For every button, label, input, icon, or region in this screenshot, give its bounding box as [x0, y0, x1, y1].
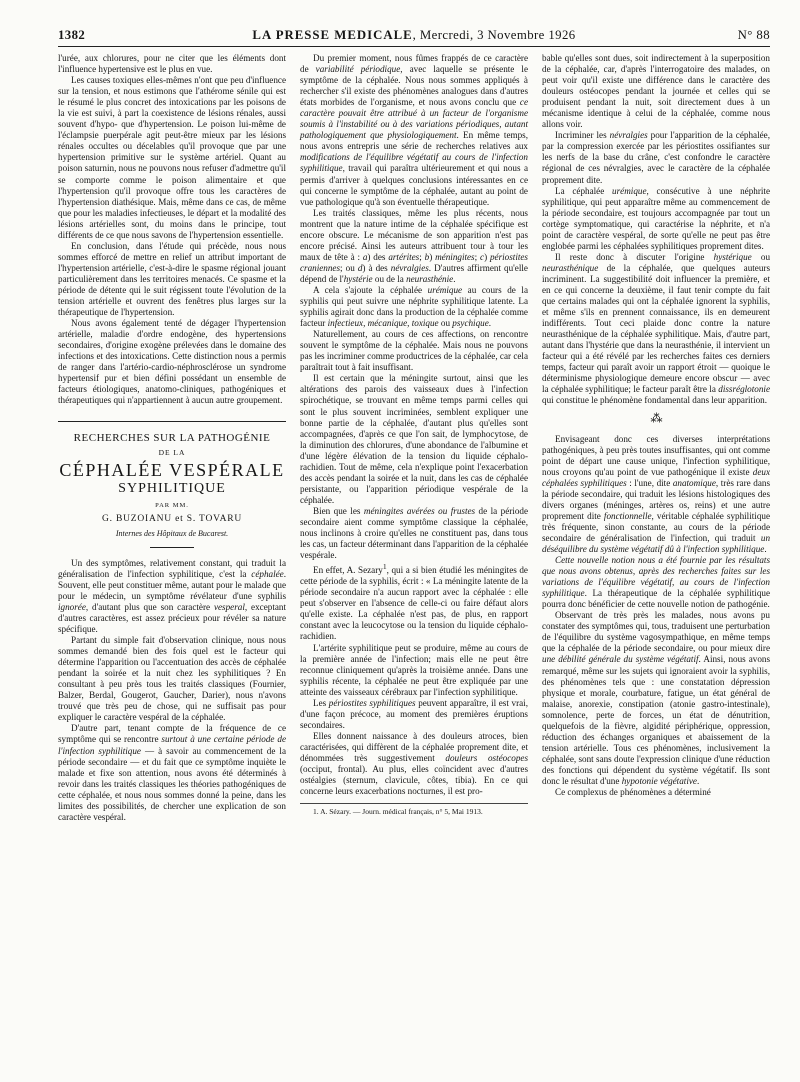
journal-name: LA PRESSE MEDICALE [252, 28, 413, 42]
paragraph: Du premier moment, nous fûmes frappés de ce caractère de variabilité périodique, avec laquelle se présente le symptôme de la céphalée. Nous nous sommes appliqués à rechercher s'il existe des phénomènes analogues dans d'autres états morbides de l'organisme, et nous avons conclu que ce caractère pouvait être attribué à un facteur de l'organisme soumis à l'instabilité ou à des variations périodiques, autant pathologiquement que physiologiquement. En même temps, nous avons entrepris une série de recherches relatives aux modifications de l'équilibre végétatif au cours de l'infection syphilitique, travail qui paraîtra ultérieurement et qui nous a permis d'arriver à quelques conclusions intéressantes en ce qui concerne le symptôme de la céphalée, autant au point de vue pathologique qu'à son éventuelle thérapeutique. [300, 53, 528, 207]
paragraph: En conclusion, dans l'étude qui précède, nous nous sommes efforcé de mettre en relief un attribut important de l'hypertension artérielle, c'est-à-dire le spasme régional jouant particulièrement dans les territoires menacés. Ce spasme et la période de détente qui le suit régissent toute l'évolution de la tension artérielle et ouvrent des fenêtres plus larges sur la thérapeutique de l'hypertension. [58, 240, 286, 318]
title-line-1: RECHERCHES SUR LA PATHOGÉNIE [73, 431, 271, 444]
paragraph: Il reste donc à discuter l'origine hystérique ou neurasthénique de la céphalée, que quelques auteurs incriminent. La suggestibilité doit influencer la première, et en ce qui concerne la deuxième, il faut tenir compte du fait que certains malades qui ont la céphalée ignorent la syphilis, et même s'ils en prennent connaissance, ils en demeurent indifférents. Tout ceci plaide donc contre la nature neurasthénique de la céphalée syphilitique. Mais, d'autre part, autant dans l'hystérie que dans la neurasthénie, il intervient un facteur qui a été révélé par les recherches faites ces derniers temps, facteur qui paraît avoir un rapport étroit — quoique le déterminisme physiologique demeure encore obscur — avec la céphalée syphilitique; le facteur paraît être la dissréglotonie qui constitue le phénomène fondamental dans leur apparition. [542, 251, 771, 406]
issue-number: N° 88 [737, 28, 770, 42]
paragraph: Incriminer les névralgies pour l'apparition de la céphalée, par la compression exercée par les périostites ossifiantes sur les nerfs de la base du crâne, c'est confondre le caractère régional de ces névralgies, avec le caractère de la céphalée proprement dite. [542, 130, 770, 185]
paragraph: Cette nouvelle notion nous a été fournie par les résultats que nous avons obtenus, après des recherches faites sur les variations de l'équilibre végétatif, au cours de l'infection syphilitique. La thérapeutique de la céphalée syphilitique pourra donc bénéficier de cette nouvelle notion de pathogénie. [542, 555, 770, 610]
affiliation: Internes des Hôpitaux de Bucarest. [115, 528, 229, 538]
authors: G. BUZOIANU et S. TOVARU [101, 513, 243, 524]
column-3 [542, 53, 770, 823]
paragraph: Partant du simple fait d'observation clinique, nous nous sommes demandé bien des fois quel est le facteur qui détermine l'apparition ou l'accentuation des accès de céphalée pendant la soirée et la nuit chez les syphilitiques ? En consultant à peu près tous les traités classiques (Fournier, Balzer, Berdal, Gougerot, Gaucher, Darier), nous n'avons trouvé que très peu de chose, qui ne suffisait pas pour expliquer le caractère vespéral de la céphalée. [58, 635, 286, 723]
paragraph: Les traités classiques, même les plus récents, nous montrent que la nature intime de la céphalée spécifique est encore obscure. Le mécanisme de son apparition n'est pas encore précisé. Ainsi les auteurs attribuent tour à tour les maux de tête à : a) des artérites; b) méningites; c) périostites craniennes; ou d) à des névralgies. D'autres affirment qu'elle dépend de l'hystérie ou de la neurasthénie. [300, 207, 528, 284]
section-asterism: ⁂ [650, 410, 662, 425]
issue-date: , Mercredi, 3 Novembre 1926 [412, 28, 576, 42]
paragraph: La céphalée urémique, consécutive à une néphrite syphilitique, qui peut apparaître même au commencement de la période secondaire, est toujours accompagnée par tout un cortège symptomatique, qui caractérise la néphrite, et n'a point de caractère vespéral, de sorte qu'elle ne peut pas être englobée parmi les céphalées syphilitiques proprement dites. [542, 185, 770, 251]
paragraph: l'urée, aux chlorures, pour ne citer que les éléments dont l'influence hypertensive est le plus en vue. [58, 53, 286, 75]
paragraph: Observant de très près les malades, nous avons pu constater des symptômes qui, tous, traduisent une perturbation de l'équilibre du système vagosympathique, en même temps que la céphalée de la période secondaire, ou pour mieux dire une débilité générale du système végétatif. Ainsi, nous avons remarqué, même sur les sujets qui ignoraient avoir la syphilis, des phénomènes tels que : une constatation dépression physique et morale, courbature, fatigue, un état général de malaise, anorexie, constipation (atonie gastro-intestinale), somnolence, perte de forces, un état de dénutrition, quelquefois de la fièvre, algidité périphérique, oppression, réduction des échanges organiques et abaissement de la tension artérielle. Tous ces phénomènes, inclusivement la céphalée, sont sans doute l'expression clinique d'une réduction des fonctions qui dépendent du système végétatif. Ils sont donc le résultat d'une hypotonie végétative. [542, 610, 770, 786]
paragraph: D'autre part, tenant compte de la fréquence de ce symptôme qui se rencontre surtout à une certaine période de l'infection syphilitique — à savoir au commencement de la période secondaire — et du fait que ce symptôme inquiète le malade et fixe son attention, nous avons été déterminés à revoir dans les traités classiques les théories pathogéniques de cette céphalée, et nous nous sommes donné la peine, dans les limites des possibilités, de chercher une explication de son caractère vespéral. [58, 723, 287, 822]
column-2 [300, 53, 528, 823]
paragraph: A cela s'ajoute la céphalée urémique au cours de la syphilis qui peut suivre une néphrite syphilitique latente. La syphilis agirait donc dans la production de la céphalée comme facteur infectieux, mécanique, toxique ou psychique. [300, 284, 528, 329]
by-line: PAR MM. [155, 501, 189, 509]
title-line-3: CÉPHALÉE VESPÉRALE [59, 459, 285, 480]
columns [58, 53, 770, 823]
column-1 [58, 53, 286, 823]
paragraph: Ce complexus de phénomènes a déterminé [555, 787, 711, 798]
paragraph: Les périostites syphilitiques peuvent apparaître, il est vrai, d'une façon précoce, au moment des premières éruptions secondaires. [300, 697, 528, 730]
paragraph: Il est certain que la méningite surtout, ainsi que les altérations des parois des vaisseaux dues à l'infection spirochétique, se trouvant en même temps parmi celles qui sont le plus souvent incriminées, semblent expliquer une bonne partie de la céphalée, d'autant plus qu'elles sont accompagnées, d'après ce que l'on sait, de lymphocytose, de la diminution des chlorures, d'une abondance de l'albumine et d'une légère élévation de la tension du liquide céphalo-rachidien. Tout de même, cela n'explique point l'exacerbation des accès pendant la soirée et la nuit, dans les cas de céphalée persistante, ou l'apparition périodique vespérale de la céphalée. [300, 373, 528, 505]
paragraph: bable qu'elles sont dues, soit indirectement à la superposition de la céphalée, car, d'après l'interrogatoire des malades, on peut voir qu'il existe une différence dans le caractère des douleurs ostéocopes pendant la journée et celles qui se produisent pendant la nuit, soit directement dues à un mécanisme identique à celui de la céphalée, comme nous allons voir. [542, 53, 770, 130]
paragraph: L'artérite syphilitique peut se produire, même au cours de la première année de l'infection; mais elle ne peut être reconnue cliniquement qu'après la troisième année. Dans une syphilis récente, la céphalée ne peut être expliquée par une atteinte des vaisseaux cérébraux par l'infection syphilitique. [300, 642, 528, 697]
footnote-ref: 1 [382, 562, 387, 572]
paragraph: Bien que les méningites avérées ou frustes de la période secondaire aient comme symptôme classique la céphalée, nous inclinons à croire qu'elles ne constituent pas, dans tous les cas, un facteur déterminant dans l'apparition de la céphalée vespérale. [300, 505, 528, 561]
journal-title [58, 28, 770, 43]
paragraph: Elles donnent naissance à des douleurs atroces, bien caractérisées, qui diffèrent de la céphalée proprement dite, et dénommées très suggestivement douleurs ostéocopes (occiput, frontal). Au plus, elles coïncident avec d'autres ostéalgies (sternum, clavicule, côtes, tibia). En ce qui concerne leurs exacerbations nocturnes, il est pro- [300, 730, 529, 797]
paragraph: Les causes toxiques elles-mêmes n'ont que peu d'influence sur la tension, et nous estimons que l'athérome sénile qui est le résumé le plus concret des intoxications par les poisons de la vie est suivi, à part la coexistence de lésions rénales, aussi souvent d'hypo- que d'hypertension. Le poison lui-même de l'éclampsie puerpérale agit peut-être mieux par les lésions rénales occultes ou décelables qu'il provoque que par une hypertension primitive sur le système artériel. Quant au poison saturnin, nous ne pouvons nous refuser d'admettre qu'il se comporte comme le poison alimentaire et que l'hypertension qu'il provoque offre tous les caractères de l'hypertension diathésique. Mais, même dans ce cas, de même que pour les maladies infectieuses, le départ et la modalité des lésions artérielles sont, du moins dans le principe, tout différents de ce que nous savons de l'hypertension essentielle. [58, 75, 286, 240]
paragraph: Un des symptômes, relativement constant, qui traduit la généralisation de l'infection syphilitique, c'est la céphalée. Souvent, elle peut constituer même, autant pour le malade que pour le médecin, un symptôme révélateur d'une syphilis ignorée, d'autant plus que son caractère vesperal, exceptant d'autres caractères, est assez précieux pour révéler sa nature spécifique. [58, 557, 286, 635]
page-header [58, 26, 770, 47]
paragraph: Envisageant donc ces diverses interprétations pathogéniques, à peu près toutes insuffisantes, qui ont comme point de départ une cause unique, l'infection syphilitique, nous croyons qu'au point de vue pathogénique il existe deux céphalées syphilitiques : l'une, dite anatomique, très rare dans la période secondaire, qui traduit les lésions histologiques des divers organes (méninges, artères os, reins) et une autre proprement dite fonctionnelle, véritable céphalée syphilitique très fréquente, sinon constante, au cours de la période secondaire de généralisation de l'infection, qui traduit un déséquilibre du système végétatif dû à l'infection syphilitique. [542, 433, 770, 555]
footnote: 1. A. Sézary. — Journ. médical français, n° 5, Mai 1913. [300, 803, 528, 816]
title-divider [150, 547, 194, 548]
page-number: 1382 [58, 28, 86, 42]
paragraph: Naturellement, au cours de ces affections, on rencontre souvent le symptôme de la céphalée. Mais nous ne pouvons pas les incriminer comme productrices de la céphalée, car cela paraîtrait tout à fait insuffisant. [300, 329, 529, 373]
title-line-2: DE LA [158, 447, 186, 457]
paragraph: Nous avons également tenté de dégager l'hypertension artérielle, maladie d'ordre endogène, des hypertensions secondaires, d'origine exogène prélevées dans le domaine des infections et des intoxications. Cette distinction nous a permis de ranger dans l'artério-cardio-néphrosclérose un syndrome hypertensif pur et bien défini possédant un ensemble de facteurs étiologiques, anatomo-cliniques, pathogéniques et thérapeutiques qui n'appartiennent à aucun autre groupement. [58, 318, 286, 406]
paragraph: En effet, A. Sezary$^1$, qui a si bien étudié les méningites de cette période de la syphilis, écrit : « La méningite latente de la période secondaire n'a aucun rapport avec la céphalée : elle peut s'observer en l'absence de celle-ci ou faire défaut alors qu'elle existe. La céphalée n'est pas, de plus, en rapport constant avec la leucocytose ou la tension du liquide céphalo-rachidien. [300, 562, 528, 642]
article-title-block [58, 421, 286, 548]
title-line-4: SYPHILITIQUE [118, 480, 226, 496]
